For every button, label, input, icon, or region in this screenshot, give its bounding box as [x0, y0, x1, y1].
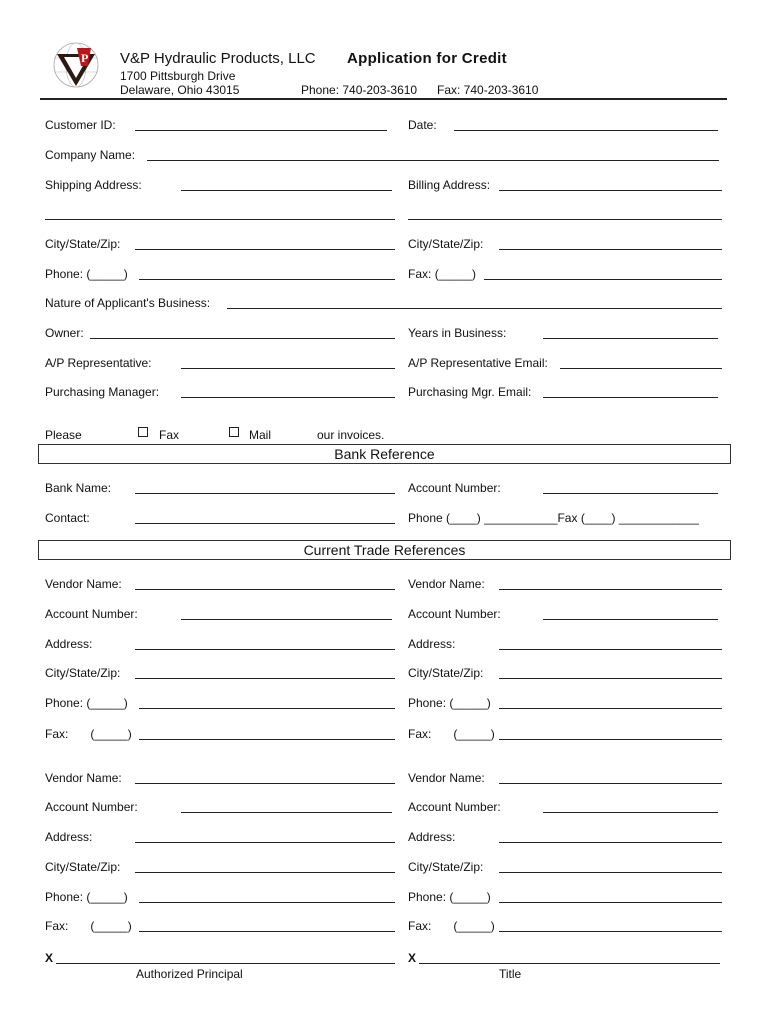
years-in-business-label: Years in Business: [408, 326, 507, 340]
mail-checkbox[interactable] [229, 427, 239, 437]
vendor2-left-fax-field[interactable] [139, 931, 395, 932]
vendor1-left-phone-field[interactable] [139, 708, 395, 709]
vendor1-right-city-field[interactable] [499, 678, 722, 679]
vendor1-left-account-label: Account Number: [45, 607, 138, 621]
years-in-business-field[interactable] [543, 338, 718, 339]
vendor1-right-fax-area[interactable]: (_____) [453, 727, 495, 741]
owner-label: Owner: [45, 326, 84, 340]
vendor2-left-account-field[interactable] [181, 812, 392, 813]
vendor1-right-phone-area[interactable]: (_____) [449, 696, 491, 710]
vendor2-right-fax-area[interactable]: (_____) [453, 919, 495, 933]
company-phone: Phone: 740-203-3610 [301, 83, 418, 97]
vendor1-right-fax-text: Fax: [408, 727, 432, 741]
ap-rep-email-label: A/P Representative Email: [408, 356, 548, 370]
fax-checkbox[interactable] [138, 427, 148, 437]
company-name: V&P Hydraulic Products, LLC [120, 50, 316, 67]
vendor2-left-fax-label [45, 919, 132, 933]
vendor2-left-phone-text: Phone: [45, 890, 84, 904]
ap-rep-label: A/P Representative: [45, 356, 152, 370]
phone-label [45, 267, 128, 281]
vendor1-right-phone-field[interactable] [499, 708, 722, 709]
company-fax: Fax: 740-203-3610 [437, 83, 539, 97]
shipping-address-label: Shipping Address: [45, 178, 142, 192]
vendor1-right-fax-label [408, 727, 495, 741]
billing-city-label: City/State/Zip: [408, 237, 484, 251]
vendor1-left-account-field[interactable] [181, 619, 392, 620]
vendor2-right-account-field[interactable] [543, 812, 718, 813]
phone-area-code[interactable]: (_____) [86, 267, 128, 281]
vendor1-left-city-label: City/State/Zip: [45, 666, 121, 680]
vendor2-left-fax-area[interactable]: (_____) [90, 919, 132, 933]
bank-account-field[interactable] [543, 493, 718, 494]
form-title: Application for Credit [347, 50, 507, 67]
vendor1-right-address-field[interactable] [499, 649, 722, 650]
purchasing-manager-label: Purchasing Manager: [45, 385, 160, 399]
title-label: Title [499, 967, 522, 981]
bank-phone-area[interactable]: ____ [450, 511, 477, 525]
address-line-1: 1700 Pittsburgh Drive [120, 69, 236, 83]
bank-name-field[interactable] [135, 493, 395, 494]
invoice-please-label: Please [45, 428, 82, 442]
authorized-principal-signature-line[interactable] [56, 963, 395, 964]
vendor2-right-phone-text: Phone: [408, 890, 447, 904]
vendor1-left-phone-text: Phone: [45, 696, 84, 710]
vendor1-right-address-label: Address: [408, 637, 456, 651]
vendor1-left-address-field[interactable] [135, 649, 395, 650]
billing-address-label: Billing Address: [408, 178, 491, 192]
vendor1-right-phone-text: Phone: [408, 696, 447, 710]
vendor2-left-city-field[interactable] [135, 872, 395, 873]
vendor1-right-account-field[interactable] [543, 619, 718, 620]
company-name-label: Company Name: [45, 148, 136, 162]
vendor2-left-account-label: Account Number: [45, 800, 138, 814]
vendor2-right-account-label: Account Number: [408, 800, 501, 814]
ap-rep-email-field[interactable] [560, 368, 722, 369]
purchasing-email-label: Purchasing Mgr. Email: [408, 385, 532, 399]
vendor2-right-city-label: City/State/Zip: [408, 860, 484, 874]
vendor1-right-fax-field[interactable] [499, 739, 722, 740]
vendor2-right-city-field[interactable] [499, 872, 722, 873]
bank-phone-fax-label [408, 511, 699, 525]
vendor2-right-address-label: Address: [408, 830, 456, 844]
billing-address-field[interactable] [499, 190, 722, 191]
vendor1-left-city-field[interactable] [135, 678, 395, 679]
bank-account-label: Account Number: [408, 481, 501, 495]
ap-rep-field[interactable] [181, 368, 395, 369]
logo-lettering: P [81, 51, 89, 65]
billing-city-field[interactable] [499, 249, 722, 250]
vendor2-right-phone-area[interactable]: (_____) [449, 890, 491, 904]
shipping-address-field[interactable] [181, 190, 392, 191]
mail-checkbox-label: Mail [249, 428, 272, 442]
phone-field[interactable] [139, 279, 395, 280]
vendor2-right-phone-label [408, 890, 491, 904]
vendor2-right-fax-text: Fax: [408, 919, 432, 933]
authorized-principal-label: Authorized Principal [136, 967, 243, 981]
bank-contact-field[interactable] [135, 523, 395, 524]
phone-text: Phone: [45, 267, 84, 281]
customer-id-label: Customer ID: [45, 118, 116, 132]
company-name-field[interactable] [147, 160, 719, 161]
vendor1-left-phone-label [45, 696, 128, 710]
nature-of-business-field[interactable] [227, 308, 722, 309]
vendor1-right-city-label: City/State/Zip: [408, 666, 484, 680]
vendor1-left-fax-label [45, 727, 132, 741]
company-logo [51, 42, 101, 88]
vendor1-left-phone-area[interactable]: (_____) [86, 696, 128, 710]
signature-x-right: X [408, 951, 417, 965]
vendor1-left-fax-field[interactable] [139, 739, 395, 740]
vendor2-right-fax-field[interactable] [499, 931, 722, 932]
vendor1-right-phone-label [408, 696, 491, 710]
bank-contact-label: Contact: [45, 511, 90, 525]
vendor2-left-address-field[interactable] [135, 842, 395, 843]
vendor2-right-name-field[interactable] [499, 783, 722, 784]
customer-id-field[interactable] [135, 130, 387, 131]
vendor1-left-name-label: Vendor Name: [45, 577, 122, 591]
vendor2-left-phone-field[interactable] [139, 902, 395, 903]
fax-field[interactable] [484, 279, 722, 280]
vendor2-left-fax-text: Fax: [45, 919, 69, 933]
billing-address-line-2[interactable] [408, 219, 722, 220]
fax-text: Fax: [408, 267, 432, 281]
vendor1-left-address-label: Address: [45, 637, 93, 651]
fax-checkbox-label: Fax [159, 428, 180, 442]
vendor1-right-account-label: Account Number: [408, 607, 501, 621]
vendor2-right-fax-label [408, 919, 495, 933]
purchasing-email-field[interactable] [543, 397, 718, 398]
vendor1-left-name-field[interactable] [135, 589, 395, 590]
title-signature-line[interactable] [419, 963, 720, 964]
vendor1-right-name-label: Vendor Name: [408, 577, 485, 591]
vendor2-left-name-label: Vendor Name: [45, 771, 122, 785]
address-line-2: Delaware, Ohio 43015 [120, 83, 240, 97]
date-field[interactable] [454, 130, 718, 131]
vendor2-left-address-label: Address: [45, 830, 93, 844]
bank-phone-text: Phone ( [408, 511, 451, 525]
vendor1-left-fax-area[interactable]: (_____) [90, 727, 132, 741]
owner-field[interactable] [90, 338, 395, 339]
shipping-address-line-2[interactable] [45, 219, 395, 220]
trade-references-heading: Current Trade References [38, 540, 731, 560]
vendor1-right-name-field[interactable] [499, 589, 722, 590]
bank-phone-mid[interactable]: ) ___________Fax ( [476, 511, 585, 525]
purchasing-manager-field[interactable] [181, 397, 395, 398]
signature-x-left: X [45, 951, 54, 965]
vendor2-left-name-field[interactable] [135, 783, 395, 784]
vendor2-right-name-label: Vendor Name: [408, 771, 485, 785]
header-divider [40, 98, 727, 100]
vendor2-left-phone-label [45, 890, 128, 904]
vendor2-right-address-field[interactable] [499, 842, 722, 843]
nature-of-business-label: Nature of Applicant's Business: [45, 296, 211, 310]
bank-name-label: Bank Name: [45, 481, 112, 495]
bank-fax-end[interactable]: ) ____________ [611, 511, 699, 525]
fax-label [408, 267, 476, 281]
shipping-city-label: City/State/Zip: [45, 237, 121, 251]
vendor1-left-fax-text: Fax: [45, 727, 69, 741]
vendor2-right-phone-field[interactable] [499, 902, 722, 903]
bank-reference-heading: Bank Reference [38, 444, 731, 464]
bank-fax-area[interactable]: ____ [584, 511, 612, 525]
date-label: Date: [408, 118, 437, 132]
fax-area-code[interactable]: (_____) [434, 267, 477, 281]
invoice-suffix-label: our invoices. [317, 428, 385, 442]
shipping-city-field[interactable] [135, 249, 395, 250]
vendor2-left-phone-area[interactable]: (_____) [86, 890, 128, 904]
vendor2-left-city-label: City/State/Zip: [45, 860, 121, 874]
